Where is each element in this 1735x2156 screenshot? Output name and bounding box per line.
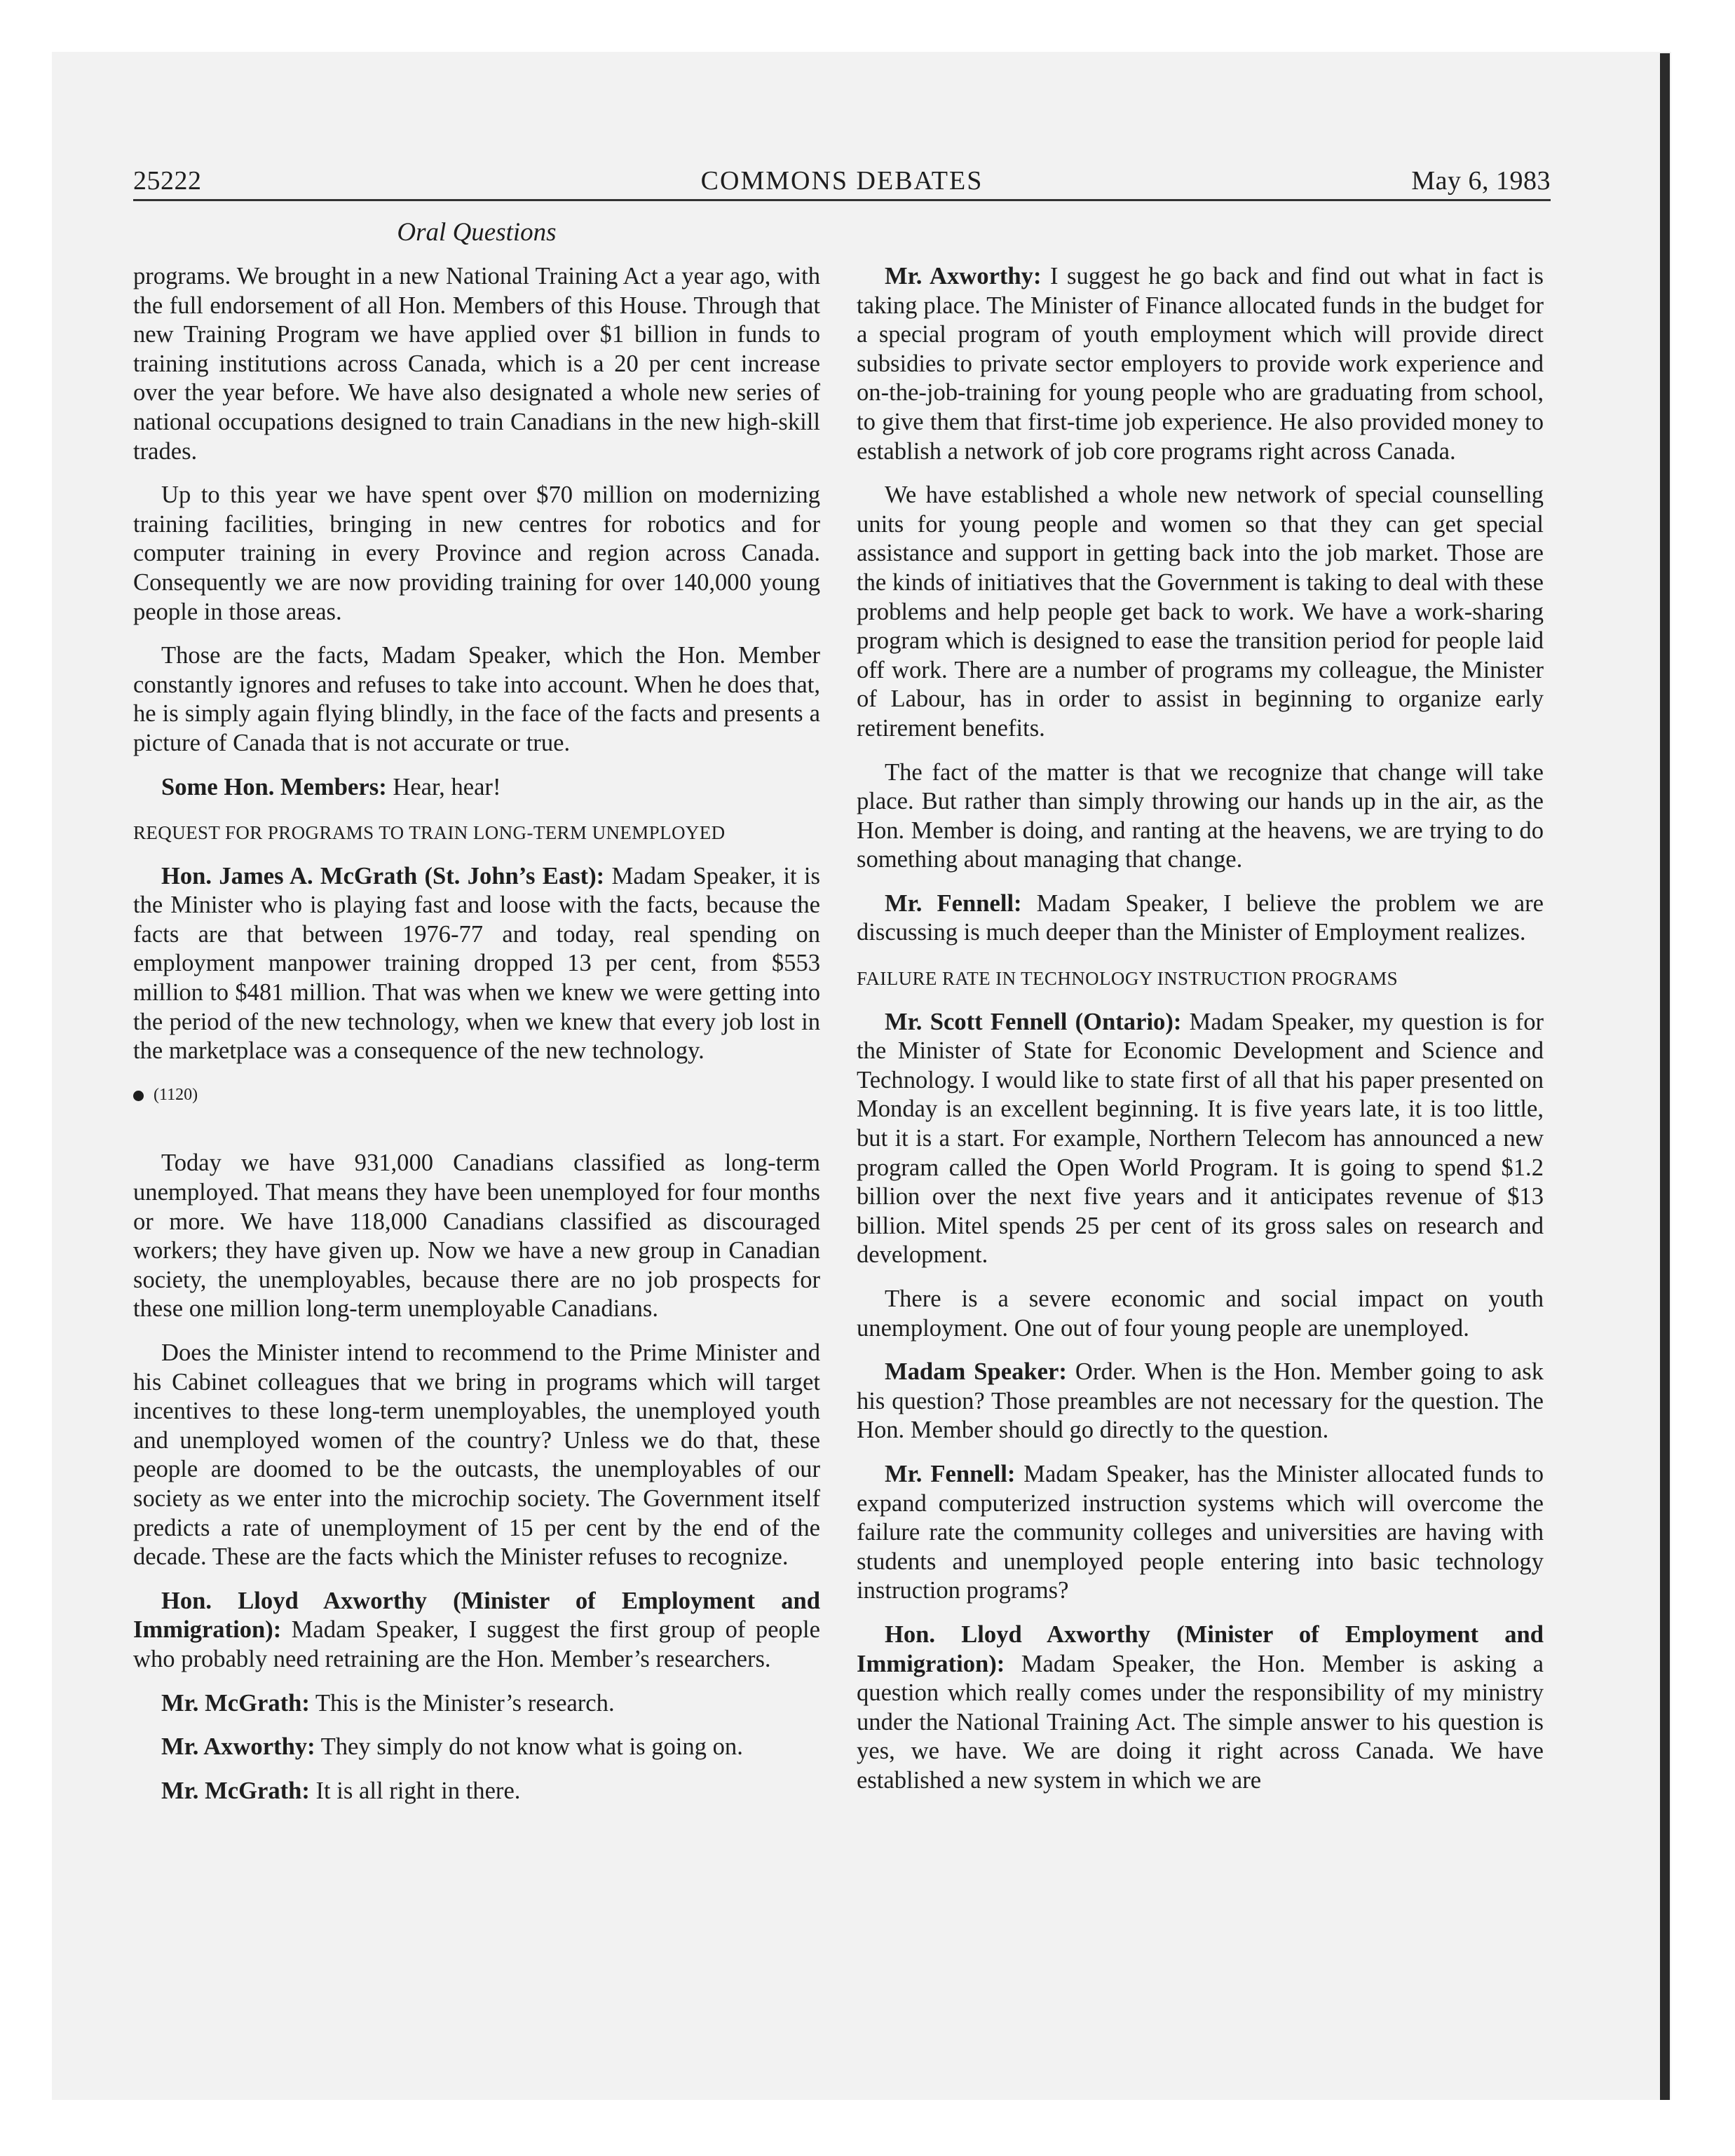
speech xyxy=(857,889,1544,948)
speech xyxy=(133,1689,820,1719)
speech xyxy=(857,1358,1544,1445)
speaker-name: Mr. McGrath: xyxy=(161,1689,310,1717)
speech xyxy=(133,1777,820,1806)
right-column xyxy=(857,262,1544,1810)
speech-text: They simply do not know what is going on. xyxy=(315,1733,743,1761)
speech xyxy=(857,262,1544,466)
paragraph: We have established a whole new network of special counselling units for young people and women so that they can get special assistance and support in getting back into the job market. Those are the kinds of initiatives that the Government is taking to deal with these problems and help people get back to work. We have a work-sharing program which is designed to ease the transition period for people laid off work. There are a number of programs my colleague, the Minister of Labour, has in order to assist in beginning to organize early retirement benefits. xyxy=(857,482,1544,742)
paragraph: programs. We brought in a new National Training Act a year ago, with the full endorsement of all Hon. Members of this House. Through that new Training Program we have applied over $1 billion in funds to training institutions across Canada, which is a 20 per cent increase over the year before. We have also designated a whole new series of national occupations designed to train Canadians in the new high-skill trades. xyxy=(133,263,820,465)
subject-heading: FAILURE RATE IN TECHNOLOGY INSTRUCTION PROGRAMS xyxy=(857,968,1399,990)
publication-title: COMMONS DEBATES xyxy=(700,166,984,196)
speech-text: It is all right in there. xyxy=(309,1777,521,1804)
speaker-name: Mr. Axworthy: xyxy=(885,263,1042,289)
paragraph: The fact of the matter is that we recognize that change will take place. But rather than simply throwing our hands up in the air, as the Hon. Member is doing, and ranting at the heavens, we are trying to do something about managing that change. xyxy=(857,758,1544,873)
speaker-name: Some Hon. Members: xyxy=(161,773,387,800)
speaker-name: Mr. Scott Fennell (Ontario): xyxy=(885,1008,1182,1035)
speech-text: Madam Speaker, it is the Minister who is playing fast and loose with the facts, because the facts are that between 1976-77 and today, real spending on employment manpower training dropped 13 per cent, from $553 million to $481 million. That was when we knew we were getting into the period of the new technology, when we knew that every job lost in the marketplace was a consequence of the new technology. xyxy=(133,862,820,1065)
speaker-name: Hon. James A. McGrath (St. John’s East): xyxy=(161,862,605,889)
speech-text: Hear, hear! xyxy=(386,773,501,800)
speech-text: I suggest he go back and find out what in fact is taking place. The Minister of Finance allocated funds in the budget for a special program of youth employment which will provide direct subsidies to private sector employers to provide work experience and on-the-job-training for young people who are graduating from school, to give them that first-time job experience. He also provided money to establish a network of job core programs right across Canada. xyxy=(857,263,1544,465)
scan-edge-bar xyxy=(1660,53,1670,2100)
subject-heading: REQUEST FOR PROGRAMS TO TRAIN LONG-TERM UNEMPLOYED xyxy=(133,822,726,844)
speech-text: Madam Speaker, I believe the problem we are discussing is much deeper than the Minister of Employment realizes. xyxy=(857,889,1544,946)
publication-date: May 6, 1983 xyxy=(1411,166,1551,196)
speech xyxy=(133,773,820,803)
page-number: 25222 xyxy=(133,166,202,196)
speech-text: Madam Speaker, the Hon. Member is asking a question which really comes under the responsibility of my ministry under the National Training Act. The simple answer to his question is yes, we have. We are doing it right across Canada. We have established a new system in which we are xyxy=(857,1650,1544,1794)
speech-text: Madam Speaker, has the Minister allocated funds to expand computerized instruction systems which will overcome the failure rate the community colleges and universities are having with students and unemployed people entering into basic technology instruction programs? xyxy=(857,1460,1544,1604)
speech-text: Madam Speaker, I suggest the first group of people who probably need retraining are the Hon. Member’s researchers. xyxy=(133,1616,820,1672)
speaker-name: Hon. Lloyd Axworthy (Minister of Employment and Immigration): xyxy=(857,1621,1544,1677)
speaker-name: Hon. Lloyd Axworthy (Minister of Employment and Immigration): xyxy=(133,1587,820,1644)
paragraph: Today we have 931,000 Canadians classified as long-term unemployed. That means they have been unemployed for four months or more. We have 118,000 Canadians classified as discouraged workers; they have given up. Now we have a new group in Canadian society, the unemployables, because there are no job prospects for these one million long-term unemployable Canadians. xyxy=(133,1149,820,1323)
paragraph: There is a severe economic and social impact on youth unemployment. One out of four young people are unemployed. xyxy=(857,1285,1544,1342)
speech xyxy=(133,862,820,1066)
speaker-name: Mr. McGrath: xyxy=(161,1777,310,1804)
paragraph: Those are the facts, Madam Speaker, which the Hon. Member constantly ignores and refuses to take into account. When he does that, he is simply again flying blindly, in the face of the facts and presents a picture of Canada that is not accurate or true. xyxy=(133,642,820,756)
paragraph: Up to this year we have spent over $70 million on modernizing training facilities, bringing in new centres for robotics and for computer training in every Province and region across Canada. Consequently we are now providing training for over 140,000 young people in those areas. xyxy=(133,482,820,625)
speech-text: This is the Minister’s research. xyxy=(309,1689,615,1717)
speech xyxy=(133,1587,820,1674)
speech xyxy=(857,1008,1544,1270)
speaker-name: Mr. Axworthy: xyxy=(161,1733,315,1761)
time-marker-text: (1120) xyxy=(154,1085,198,1104)
section-label: Oral Questions xyxy=(397,218,557,247)
bullet-icon xyxy=(133,1091,144,1101)
speaker-name: Madam Speaker: xyxy=(885,1358,1067,1386)
header-rule xyxy=(133,199,1551,201)
speech-text: Order. When is the Hon. Member going to ask his question? Those preambles are not necessary for the question. The Hon. Member should go directly to the question. xyxy=(857,1358,1544,1444)
paragraph: Does the Minister intend to recommend to the Prime Minister and his Cabinet colleagues that we bring in programs which will target incentives to these long-term unemployables, the unemployed youth and unemployed women of the country? Unless we do that, these people are doomed to be the outcasts, the unemployables of our society as we enter into the microchip society. The Government itself predicts a rate of unemployment of 15 per cent by the end of the decade. These are the facts which the Minister refuses to recognize. xyxy=(133,1339,820,1571)
left-column xyxy=(133,262,820,1820)
speaker-name: Mr. Fennell: xyxy=(885,1460,1016,1487)
speech xyxy=(857,1460,1544,1606)
speech-text: Madam Speaker, my question is for the Minister of State for Economic Development and Science and Technology. I would like to state first of all that his paper presented on Monday is an excellent beginning. It is five years late, it is too little, but it is a start. For example, Northern Telecom has announced a new program called the Open World Program. It is going to spend $1.2 billion over the next five years and it anticipates revenue of $13 billion. Mitel spends 25 per cent of its gross sales on research and development. xyxy=(857,1008,1544,1269)
speech xyxy=(857,1621,1544,1796)
time-marker xyxy=(133,1081,820,1110)
speaker-name: Mr. Fennell: xyxy=(885,889,1022,917)
speech xyxy=(133,1733,820,1762)
